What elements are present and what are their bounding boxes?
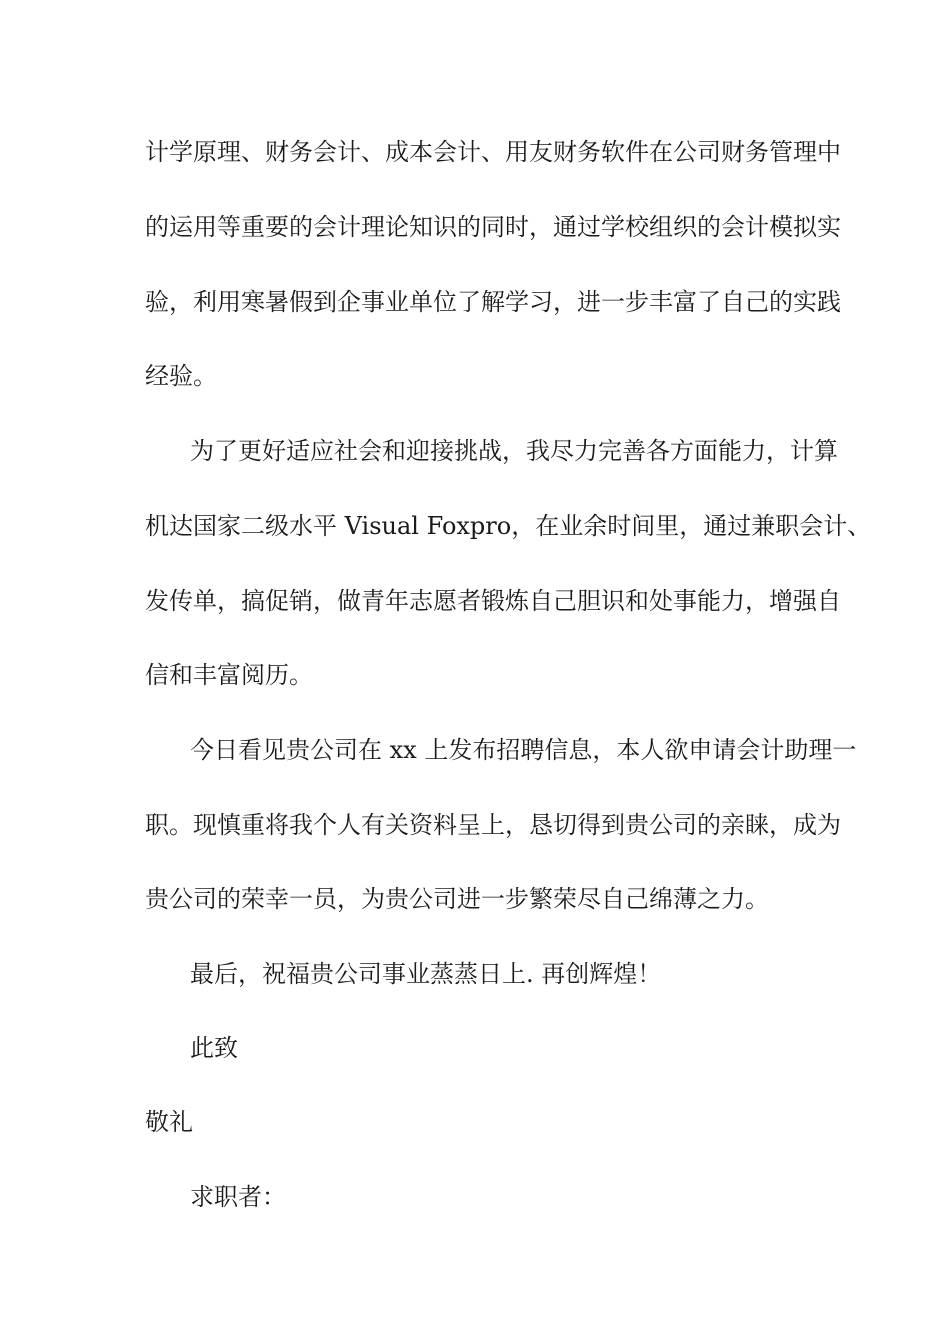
- text-line: 验，利用寒暑假到企事业单位了解学习，进一步丰富了自己的实践: [145, 288, 841, 316]
- text-line: 职。现慎重将我个人有关资料呈上，恳切得到贵公司的亲睐，成为: [145, 811, 841, 839]
- paragraph-start-line: 为了更好适应社会和迎接挑战，我尽力完善各方面能力，计算: [190, 437, 838, 465]
- salutation-cizhi: 此致: [190, 1034, 238, 1062]
- text-line: 经验。: [145, 362, 217, 390]
- closing-wish: 最后，祝福贵公司事业蒸蒸日上. 再创辉煌！: [190, 960, 662, 988]
- text-line: 的运用等重要的会计理论知识的同时，通过学校组织的会计模拟实: [145, 213, 841, 241]
- text-line: 计学原理、财务会计、成本会计、用友财务软件在公司财务管理中: [145, 138, 841, 166]
- text-line: 机达国家二级水平 Visual Foxpro，在业余时间里，通过兼职会计、: [145, 512, 872, 540]
- text-line: 信和丰富阅历。: [145, 661, 313, 689]
- salutation-jingli: 敬礼: [145, 1108, 193, 1136]
- applicant-signature-label: 求职者：: [190, 1183, 286, 1211]
- text-line: 发传单，搞促销，做青年志愿者锻炼自己胆识和处事能力，增强自: [145, 587, 841, 615]
- paragraph-start-line: 今日看见贵公司在 xx 上发布招聘信息，本人欲申请会计助理一: [190, 736, 857, 764]
- text-line: 贵公司的荣幸一员，为贵公司进一步繁荣尽自己绵薄之力。: [145, 885, 769, 913]
